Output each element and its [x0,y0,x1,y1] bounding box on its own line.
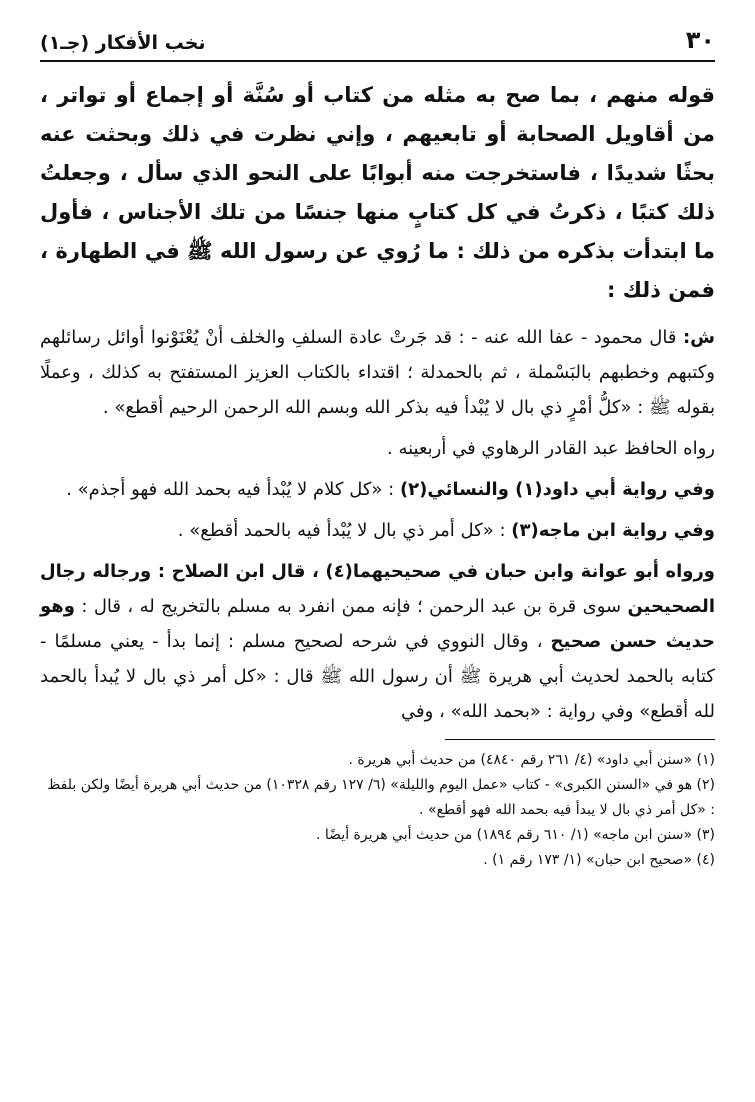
footnotes [40,748,715,873]
matn-paragraph: قوله منهم ، بما صح به مثله من كتاب أو سُنَّة أو إجماع أو تواتر ، من أقاويل الصحابة أو تابعيهم ، وإني نظرت في ذلك وبحثت عنه بحثًا شديدًا ، فاستخرجت منه أبوابًا على النحو الذي سأل ، وجعلتُ ذلك كتبًا ، ذكرتُ في كل كتابٍ منها جنسًا من تلك الأجناس ، فأول ما ابتدأت بذكره من ذلك : ما رُوي عن رسول الله ﷺ في الطهارة ، فمن ذلك : [40,83,715,302]
narration-text: ، وقال النووي في شرحه لصحيح مسلم : إنما بدأ - يعني مسلمًا - كتابه بالحمد لحديث أبي هريرة ﷺ أن رسول الله ﷺ قال : «كل أمر ذي بال لا يُبدأ بالحمد لله أقطع» وفي رواية : «بحمد الله» ، وفي [40,631,715,722]
page-number: ٣٠ [685,26,715,54]
footnote-1: (١) «سنن أبي داود» (٤/ ٢٦١ رقم ٤٨٤٠) من حديث أبي هريرة . [348,752,715,768]
narration-source: ورواه أبو عوانة وابن حبان في صحيحيهما(٤) ، قال ابن الصلاح : ورجاله رجال الصحيحين [40,561,715,617]
footnote-3: (٣) «سنن ابن ماجه» (١/ ٦١٠ رقم ١٨٩٤) من حديث أبي هريرة أيضًا . [316,827,715,843]
footnote-separator [445,739,715,740]
narration-text: : «كل أمر ذي بال لا يُبْدأ فيه بالحمد أقطع» . [177,520,512,541]
narration-source: وفي رواية ابن ماجه(٣) [511,520,715,541]
narration-text: سوى قرة بن عبد الرحمن ؛ فإنه ممن انفرد به مسلم بالتخريج له ، قال : [74,596,628,617]
sharh-paragraph-1 [40,320,715,425]
footnote-4: (٤) «صحيح ابن حبان» (١/ ١٧٣ رقم ١) . [483,852,715,868]
sharh-paragraph-3 [40,472,715,507]
running-title: نخب الأفكار (جـ١) [40,32,206,54]
sharh-paragraph-5 [40,554,715,729]
narration-text: : «كل كلام لا يُبْدأ فيه بحمد الله فهو أجذم» . [66,479,400,500]
sharh-paragraph-2: رواه الحافظ عبد القادر الرهاوي في أربعينه . [387,438,715,459]
sharh-marker: ش: [682,327,715,348]
sharh-text: قال محمود - عفا الله عنه - : قد جَرتْ عادة السلفِ والخلف أنْ يُعْنَوْنوا أوائل رسائلهم وكتبهم وخطبهم بالبَسْملة ، ثم بالحمدلة ؛ اقتداء بالكتاب العزيز المستفتح به كذلك ، وعملًا بقوله ﷺ : «كلُّ أمْرٍ ذي بال لا يُبْدأ فيه بذكر الله وبسم الله الرحمن الرحيم أقطع» . [40,327,715,418]
sharh-paragraph-4 [40,513,715,548]
footnote-2: (٢) هو في «السنن الكبرى» - كتاب «عمل اليوم والليلة» (٦/ ١٢٧ رقم ١٠٣٢٨) من حديث أبي هريرة أيضًا ولكن بلفظ : «كل أمر ذي بال لا يبدأ فيه بحمد الله فهو أقطع» . [47,777,715,818]
grading-text: وهو حديث حسن صحيح [40,596,715,652]
page-header [40,26,715,62]
narration-source: وفي رواية أبي داود(١) والنسائي(٢) [399,479,715,500]
